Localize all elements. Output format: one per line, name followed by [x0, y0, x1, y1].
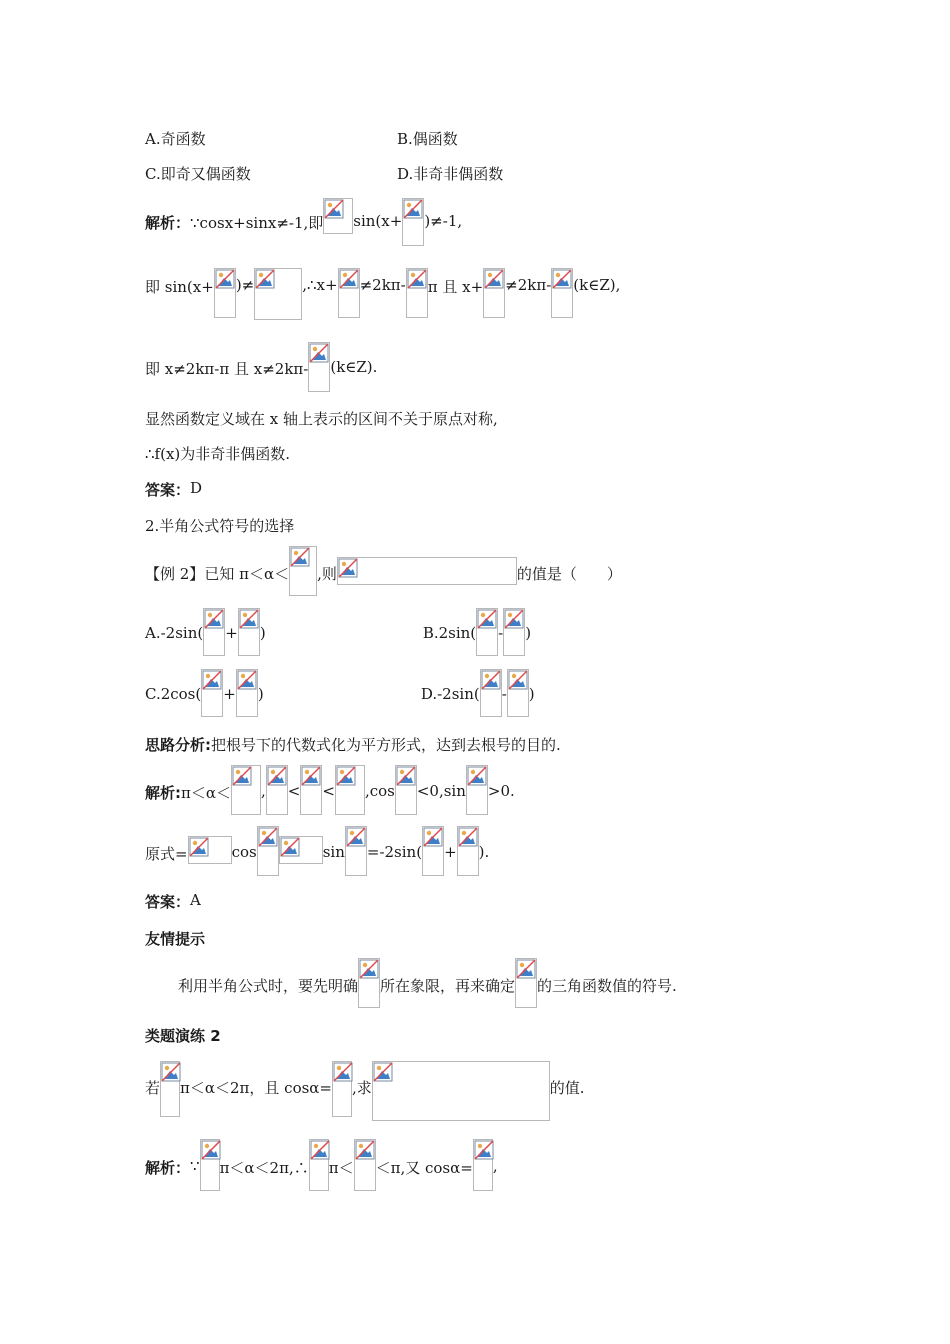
- formula-image: [466, 765, 488, 815]
- broken-image-icon: [355, 1140, 375, 1160]
- option-row: [145, 163, 503, 184]
- broken-image-icon: [346, 827, 366, 847]
- answer-label: 答案：: [145, 893, 191, 911]
- option-text: +: [223, 685, 236, 703]
- tip-line: [178, 958, 677, 1008]
- analysis-line: [145, 734, 561, 755]
- solution-text: >0.: [487, 782, 515, 800]
- option-row: [145, 608, 531, 656]
- section-heading: [145, 515, 294, 536]
- solution-text: π＜: [328, 1159, 354, 1177]
- formula-image: [300, 765, 322, 815]
- broken-image-icon: [309, 343, 329, 363]
- tip-text: 的三角函数值的符号.: [537, 977, 677, 995]
- broken-image-icon: [516, 959, 536, 979]
- broken-image-icon: [232, 766, 252, 786]
- solution-text: )≠: [235, 276, 255, 294]
- broken-image-icon: [504, 609, 524, 629]
- analysis-label: 思路分析:: [145, 736, 211, 754]
- broken-image-icon: [202, 670, 222, 690]
- broken-image-icon: [484, 269, 504, 289]
- broken-image-icon: [290, 547, 310, 567]
- broken-image-icon: [396, 766, 416, 786]
- solution-text: (k∈Z).: [330, 358, 378, 376]
- solution-line: [145, 826, 489, 876]
- solution-text: ,∴x+: [302, 276, 338, 294]
- practice-line: [145, 1061, 585, 1121]
- option-text: ): [525, 624, 532, 642]
- example-text: ,则: [317, 565, 337, 583]
- solution-text: ∵cosx+sinx≠-1,即: [190, 214, 324, 232]
- solution-label: 解析：: [145, 1159, 191, 1177]
- formula-image: [308, 342, 330, 392]
- option-c: C.即奇又偶函数: [145, 165, 251, 183]
- broken-image-icon: [201, 1140, 221, 1160]
- broken-image-icon: [324, 199, 344, 219]
- practice-text: π＜α＜2π，且 cosα=: [180, 1079, 333, 1097]
- formula-image: [309, 1139, 329, 1191]
- answer-value: D: [190, 479, 203, 497]
- formula-image: [254, 268, 302, 320]
- formula-image: [203, 608, 225, 656]
- solution-text: cos: [231, 843, 257, 861]
- option-text: +: [225, 624, 238, 642]
- practice-label: 类题演练 2: [145, 1027, 221, 1045]
- tip-label: 友情提示: [145, 930, 206, 948]
- broken-image-icon: [481, 670, 501, 690]
- formula-image: [402, 198, 424, 246]
- practice-text: ,求: [352, 1079, 372, 1097]
- solution-text: π＜α＜: [181, 784, 231, 802]
- broken-image-icon: [477, 609, 497, 629]
- solution-line: [145, 408, 498, 429]
- formula-image: [345, 826, 367, 876]
- practice-text: 若: [145, 1079, 161, 1097]
- broken-image-icon: [161, 1062, 181, 1082]
- answer-value: A: [190, 891, 201, 909]
- broken-image-icon: [403, 199, 423, 219]
- solution-text: <: [287, 782, 301, 800]
- formula-image: [483, 268, 505, 318]
- formula-image: [338, 268, 360, 318]
- formula-image: [372, 1061, 550, 1121]
- option-b: B.偶函数: [397, 130, 458, 148]
- solution-line: [145, 268, 620, 320]
- solution-text: sin(x+: [353, 212, 403, 230]
- solution-text: 显然函数定义域在 x 轴上表示的区间不关于原点对称,: [145, 410, 498, 428]
- broken-image-icon: [189, 837, 209, 857]
- solution-text: +: [444, 843, 457, 861]
- solution-text: ).: [478, 843, 490, 861]
- analysis-text: 把根号下的代数式化为平方形式，达到去根号的目的.: [211, 736, 561, 754]
- solution-text: π 且 x+: [427, 278, 484, 296]
- broken-image-icon: [333, 1062, 353, 1082]
- broken-image-icon: [467, 766, 487, 786]
- formula-image: [257, 826, 279, 876]
- option-b: B.2sin(: [422, 624, 477, 642]
- formula-image: [406, 268, 428, 318]
- solution-text: ,cos: [364, 782, 395, 800]
- option-text: ): [259, 624, 266, 642]
- answer-line: [145, 479, 202, 500]
- broken-image-icon: [280, 837, 300, 857]
- broken-image-icon: [552, 269, 572, 289]
- solution-text: ,: [492, 1157, 498, 1175]
- solution-text: ,: [261, 782, 266, 800]
- formula-image: [289, 546, 317, 596]
- broken-image-icon: [474, 1140, 494, 1160]
- option-row: [145, 128, 458, 149]
- solution-label: 解析:: [145, 784, 181, 802]
- solution-text: ∴f(x)为非奇非偶函数.: [145, 445, 291, 463]
- solution-text: ≠2kπ-: [359, 276, 406, 294]
- formula-image: [335, 765, 365, 815]
- solution-text: 原式=: [145, 845, 188, 863]
- option-a: A.奇函数: [145, 130, 206, 148]
- solution-text: =-2sin(: [366, 843, 423, 861]
- broken-image-icon: [301, 766, 321, 786]
- broken-image-icon: [339, 269, 359, 289]
- formula-image: [279, 836, 323, 864]
- option-a: A.-2sin(: [145, 624, 204, 642]
- solution-line: [145, 443, 290, 464]
- broken-image-icon: [215, 269, 235, 289]
- solution-text: 即 sin(x+: [145, 278, 214, 296]
- formula-image: [323, 198, 353, 234]
- formula-image: [332, 1061, 352, 1117]
- example-text: 的值是（ ）: [516, 565, 622, 583]
- example-label: 【例 2】: [145, 565, 205, 583]
- broken-image-icon: [204, 609, 224, 629]
- formula-image: [354, 1139, 376, 1191]
- broken-image-icon: [255, 269, 275, 289]
- section-title: 2.半角公式符号的选择: [145, 517, 295, 535]
- broken-image-icon: [359, 959, 379, 979]
- formula-image: [515, 958, 537, 1008]
- formula-image: [231, 765, 261, 815]
- formula-image: [457, 826, 479, 876]
- broken-image-icon: [407, 269, 427, 289]
- broken-image-icon: [310, 1140, 330, 1160]
- practice-heading: [145, 1025, 221, 1046]
- broken-image-icon: [373, 1062, 393, 1082]
- formula-image: [551, 268, 573, 318]
- formula-image: [236, 669, 258, 717]
- option-c: C.2cos(: [145, 685, 202, 703]
- solution-text: )≠-1,: [424, 212, 463, 230]
- option-text: -: [501, 685, 507, 703]
- formula-image: [337, 557, 517, 585]
- answer-line: [145, 891, 201, 912]
- option-text: ): [257, 685, 264, 703]
- example-text: 已知 π＜α＜: [204, 565, 290, 583]
- formula-image: [480, 669, 502, 717]
- formula-image: [214, 268, 236, 318]
- option-d: D.-2sin(: [420, 685, 480, 703]
- broken-image-icon: [258, 827, 278, 847]
- solution-text: (k∈Z),: [573, 276, 621, 294]
- solution-text: 即 x≠2kπ-π 且 x≠2kπ-: [145, 360, 309, 378]
- tip-text: 所在象限，再来确定: [380, 977, 516, 995]
- broken-image-icon: [237, 670, 257, 690]
- formula-image: [503, 608, 525, 656]
- solution-text: sin: [322, 843, 345, 861]
- option-text: -: [498, 624, 504, 642]
- formula-image: [473, 1139, 493, 1191]
- broken-image-icon: [508, 670, 528, 690]
- formula-image: [201, 669, 223, 717]
- broken-image-icon: [336, 766, 356, 786]
- formula-image: [422, 826, 444, 876]
- option-text: ): [528, 685, 535, 703]
- tip-heading: [145, 928, 205, 949]
- solution-text: ∵: [190, 1157, 200, 1175]
- solution-line: [145, 198, 462, 246]
- formula-image: [238, 608, 260, 656]
- broken-image-icon: [458, 827, 478, 847]
- solution-text: <0,sin: [416, 782, 466, 800]
- solution-label: 解析：: [145, 214, 191, 232]
- formula-image: [266, 765, 288, 815]
- formula-image: [395, 765, 417, 815]
- formula-image: [200, 1139, 220, 1191]
- broken-image-icon: [267, 766, 287, 786]
- solution-line: [145, 765, 515, 815]
- option-d: D.非奇非偶函数: [397, 165, 504, 183]
- broken-image-icon: [423, 827, 443, 847]
- solution-text: ＜π,又 cosα=: [375, 1159, 473, 1177]
- formula-image: [476, 608, 498, 656]
- practice-text: 的值.: [549, 1079, 585, 1097]
- formula-image: [507, 669, 529, 717]
- solution-text: π＜α＜2π,∴: [219, 1159, 309, 1177]
- formula-image: [358, 958, 380, 1008]
- tip-text: 利用半角公式时，要先明确: [178, 977, 359, 995]
- broken-image-icon: [338, 558, 358, 578]
- formula-image: [160, 1061, 180, 1117]
- solution-line: [145, 1139, 498, 1191]
- option-row: [145, 669, 535, 717]
- formula-image: [188, 836, 232, 864]
- solution-line: [145, 342, 377, 392]
- solution-text: ≠2kπ-: [505, 276, 552, 294]
- broken-image-icon: [239, 609, 259, 629]
- solution-text: <: [322, 782, 335, 800]
- answer-label: 答案：: [145, 481, 191, 499]
- example-line: [145, 546, 622, 596]
